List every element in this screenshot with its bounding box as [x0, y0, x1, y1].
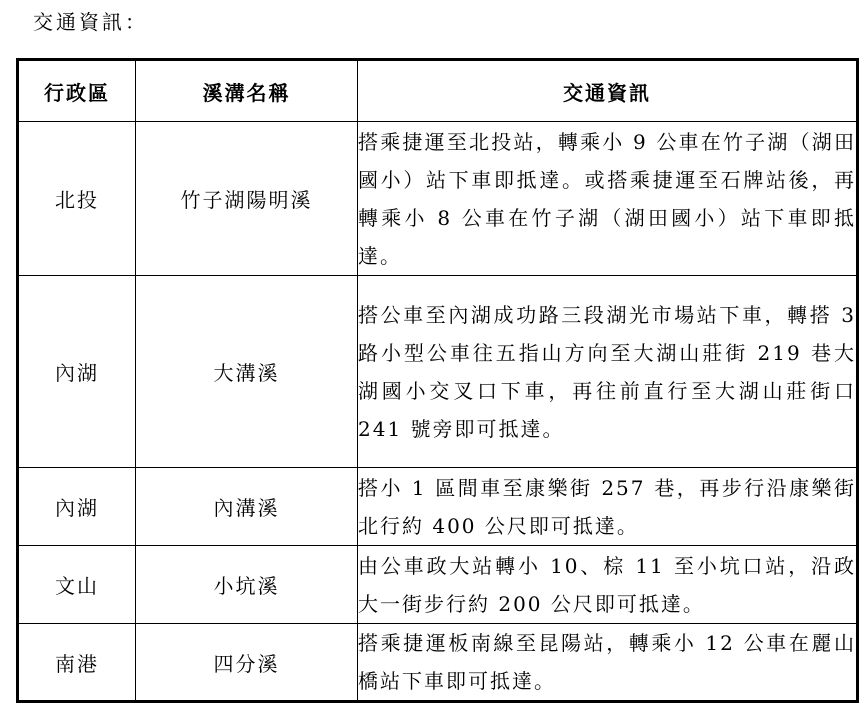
table-header-row	[18, 60, 858, 122]
creek-name-cell: 小坑溪	[136, 546, 358, 624]
traffic-info-cell: 搭乘捷運板南線至昆陽站，轉乘小 12 公車在麗山橋站下車即可抵達。	[358, 624, 858, 702]
table-row	[18, 122, 858, 276]
header-district: 行政區	[18, 60, 136, 122]
district-cell: 內湖	[18, 276, 136, 468]
table-row	[18, 624, 858, 702]
creek-name-cell: 內溝溪	[136, 468, 358, 546]
table-row	[18, 468, 858, 546]
traffic-info-table	[16, 58, 859, 703]
district-cell: 文山	[18, 546, 136, 624]
district-cell: 北投	[18, 122, 136, 276]
section-heading: 交通資訊：	[33, 10, 148, 34]
creek-name-cell: 四分溪	[136, 624, 358, 702]
header-traffic-info: 交通資訊	[358, 60, 858, 122]
header-creek-name: 溪溝名稱	[136, 60, 358, 122]
table-row	[18, 546, 858, 624]
table-row	[18, 276, 858, 468]
creek-name-cell: 竹子湖陽明溪	[136, 122, 358, 276]
traffic-info-cell: 由公車政大站轉小 10、棕 11 至小坑口站，沿政大一街步行約 200 公尺即可抵達。	[358, 546, 858, 624]
district-cell: 南港	[18, 624, 136, 702]
traffic-info-cell: 搭小 1 區間車至康樂街 257 巷，再步行沿康樂街北行約 400 公尺即可抵達。	[358, 468, 858, 546]
district-cell: 內湖	[18, 468, 136, 546]
traffic-info-cell: 搭公車至內湖成功路三段湖光市場站下車，轉搭 3 路小型公車往五指山方向至大湖山莊街 219 巷大湖國小交叉口下車，再往前直行至大湖山莊街口 241 號旁即可抵達。	[358, 276, 858, 468]
traffic-info-cell: 搭乘捷運至北投站，轉乘小 9 公車在竹子湖（湖田國小）站下車即抵達。或搭乘捷運至石牌站後，再轉乘小 8 公車在竹子湖（湖田國小）站下車即抵達。	[358, 122, 858, 276]
creek-name-cell: 大溝溪	[136, 276, 358, 468]
